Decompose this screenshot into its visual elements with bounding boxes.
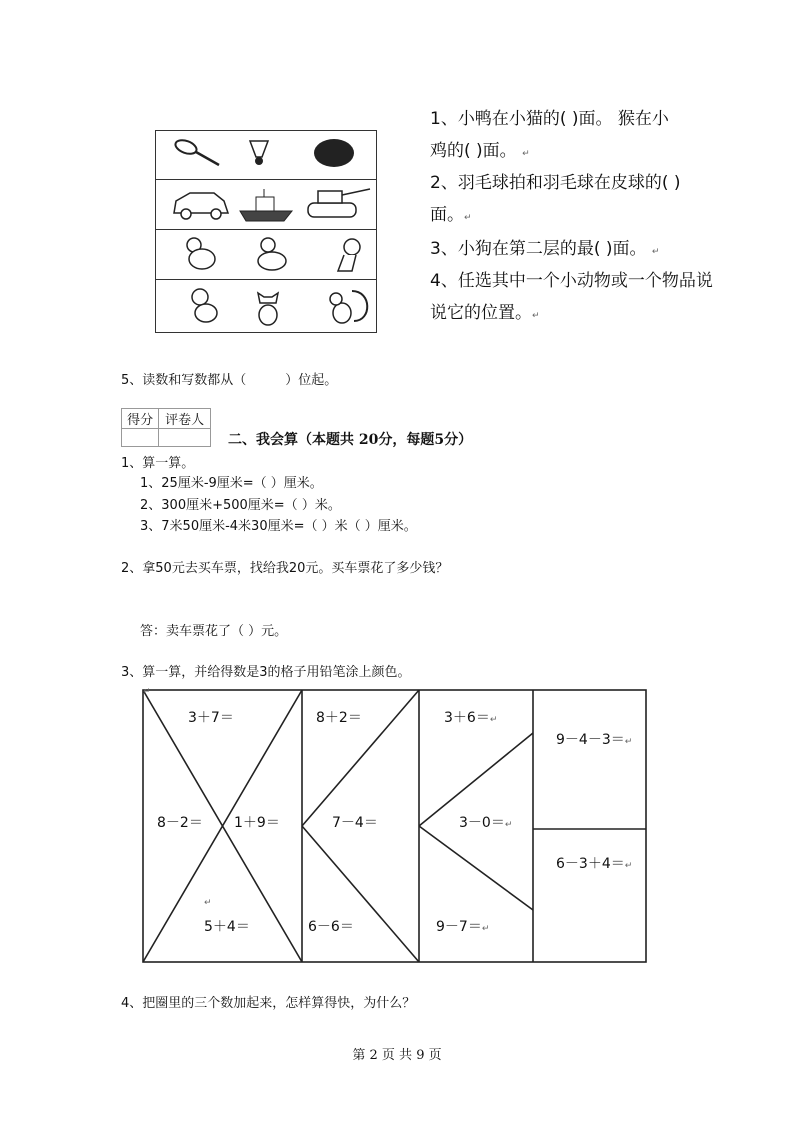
- equation-cell[interactable]: 5＋4＝: [204, 919, 250, 935]
- calc-question-3: 3、算一算，并给得数是3的格子用铅笔涂上颜色。: [121, 665, 411, 680]
- grid-line: [419, 826, 533, 910]
- calc-question-2: 2、拿50元去买车票，找给我20元。买车票花了多少钱？: [121, 561, 449, 576]
- picture-question-4-line2: 说它的位置。↵: [430, 303, 540, 323]
- picture-question-3: 3、小狗在第二层的最( )面。 ↵: [430, 239, 660, 259]
- calc-item-3: 3、7米50厘米-4米30厘米=（ ）米（ ）厘米。: [140, 519, 417, 534]
- equation-cell[interactable]: 1＋9＝: [234, 815, 280, 831]
- equation-cell[interactable]: 8＋2＝: [316, 710, 362, 726]
- return-mark: ↵: [143, 687, 151, 697]
- question-5: 5、读数和写数都从（ ）位起。: [121, 373, 338, 388]
- picture-question-2-line1: 2、羽毛球拍和羽毛球在皮球的( ): [430, 173, 681, 193]
- calc-question-2-answer: 答：卖车票花了（ ）元。: [140, 624, 288, 639]
- equation-cell[interactable]: 9－7＝↵: [436, 919, 490, 935]
- equation-cell[interactable]: 6－3＋4＝↵: [556, 856, 633, 872]
- equation-cell[interactable]: 8－2＝: [157, 815, 203, 831]
- picture-question-1-line2: 鸡的( )面。 ↵: [430, 141, 530, 161]
- equation-cell[interactable]: 3＋7＝: [188, 710, 234, 726]
- equation-cell[interactable]: 3－0＝↵: [459, 815, 513, 831]
- equation-cell[interactable]: 9－4－3＝↵: [556, 732, 633, 748]
- equation-cell[interactable]: 6－6＝: [308, 919, 354, 935]
- picture-question-4-line1: 4、任选其中一个小动物或一个物品说: [430, 271, 713, 291]
- picture-question-2-line2: 面。↵: [430, 205, 472, 225]
- grid-line: [302, 826, 419, 962]
- section-title: 二、我会算（本题共 20分，每题5分）: [228, 432, 473, 448]
- calc-item-2: 2、300厘米+500厘米=（ ）米。: [140, 498, 341, 513]
- calc-question-4: 4、把圈里的三个数加起来，怎样算得快，为什么？: [121, 996, 416, 1011]
- return-mark: ↵: [204, 898, 212, 908]
- calc-question-1-title: 1、算一算。: [121, 456, 195, 471]
- page-footer: 第 2 页 共 9 页: [352, 1048, 442, 1063]
- calc-item-1: 1、25厘米-9厘米=（ ）厘米。: [140, 476, 323, 491]
- equation-cell[interactable]: 3＋6＝↵: [444, 710, 498, 726]
- picture-question-1-line1: 1、小鸭在小猫的( )面。 猴在小: [430, 109, 669, 129]
- grader-label: 评卷人: [159, 409, 211, 429]
- equation-cell[interactable]: 7－4＝: [332, 815, 378, 831]
- score-label: 得分: [122, 409, 159, 429]
